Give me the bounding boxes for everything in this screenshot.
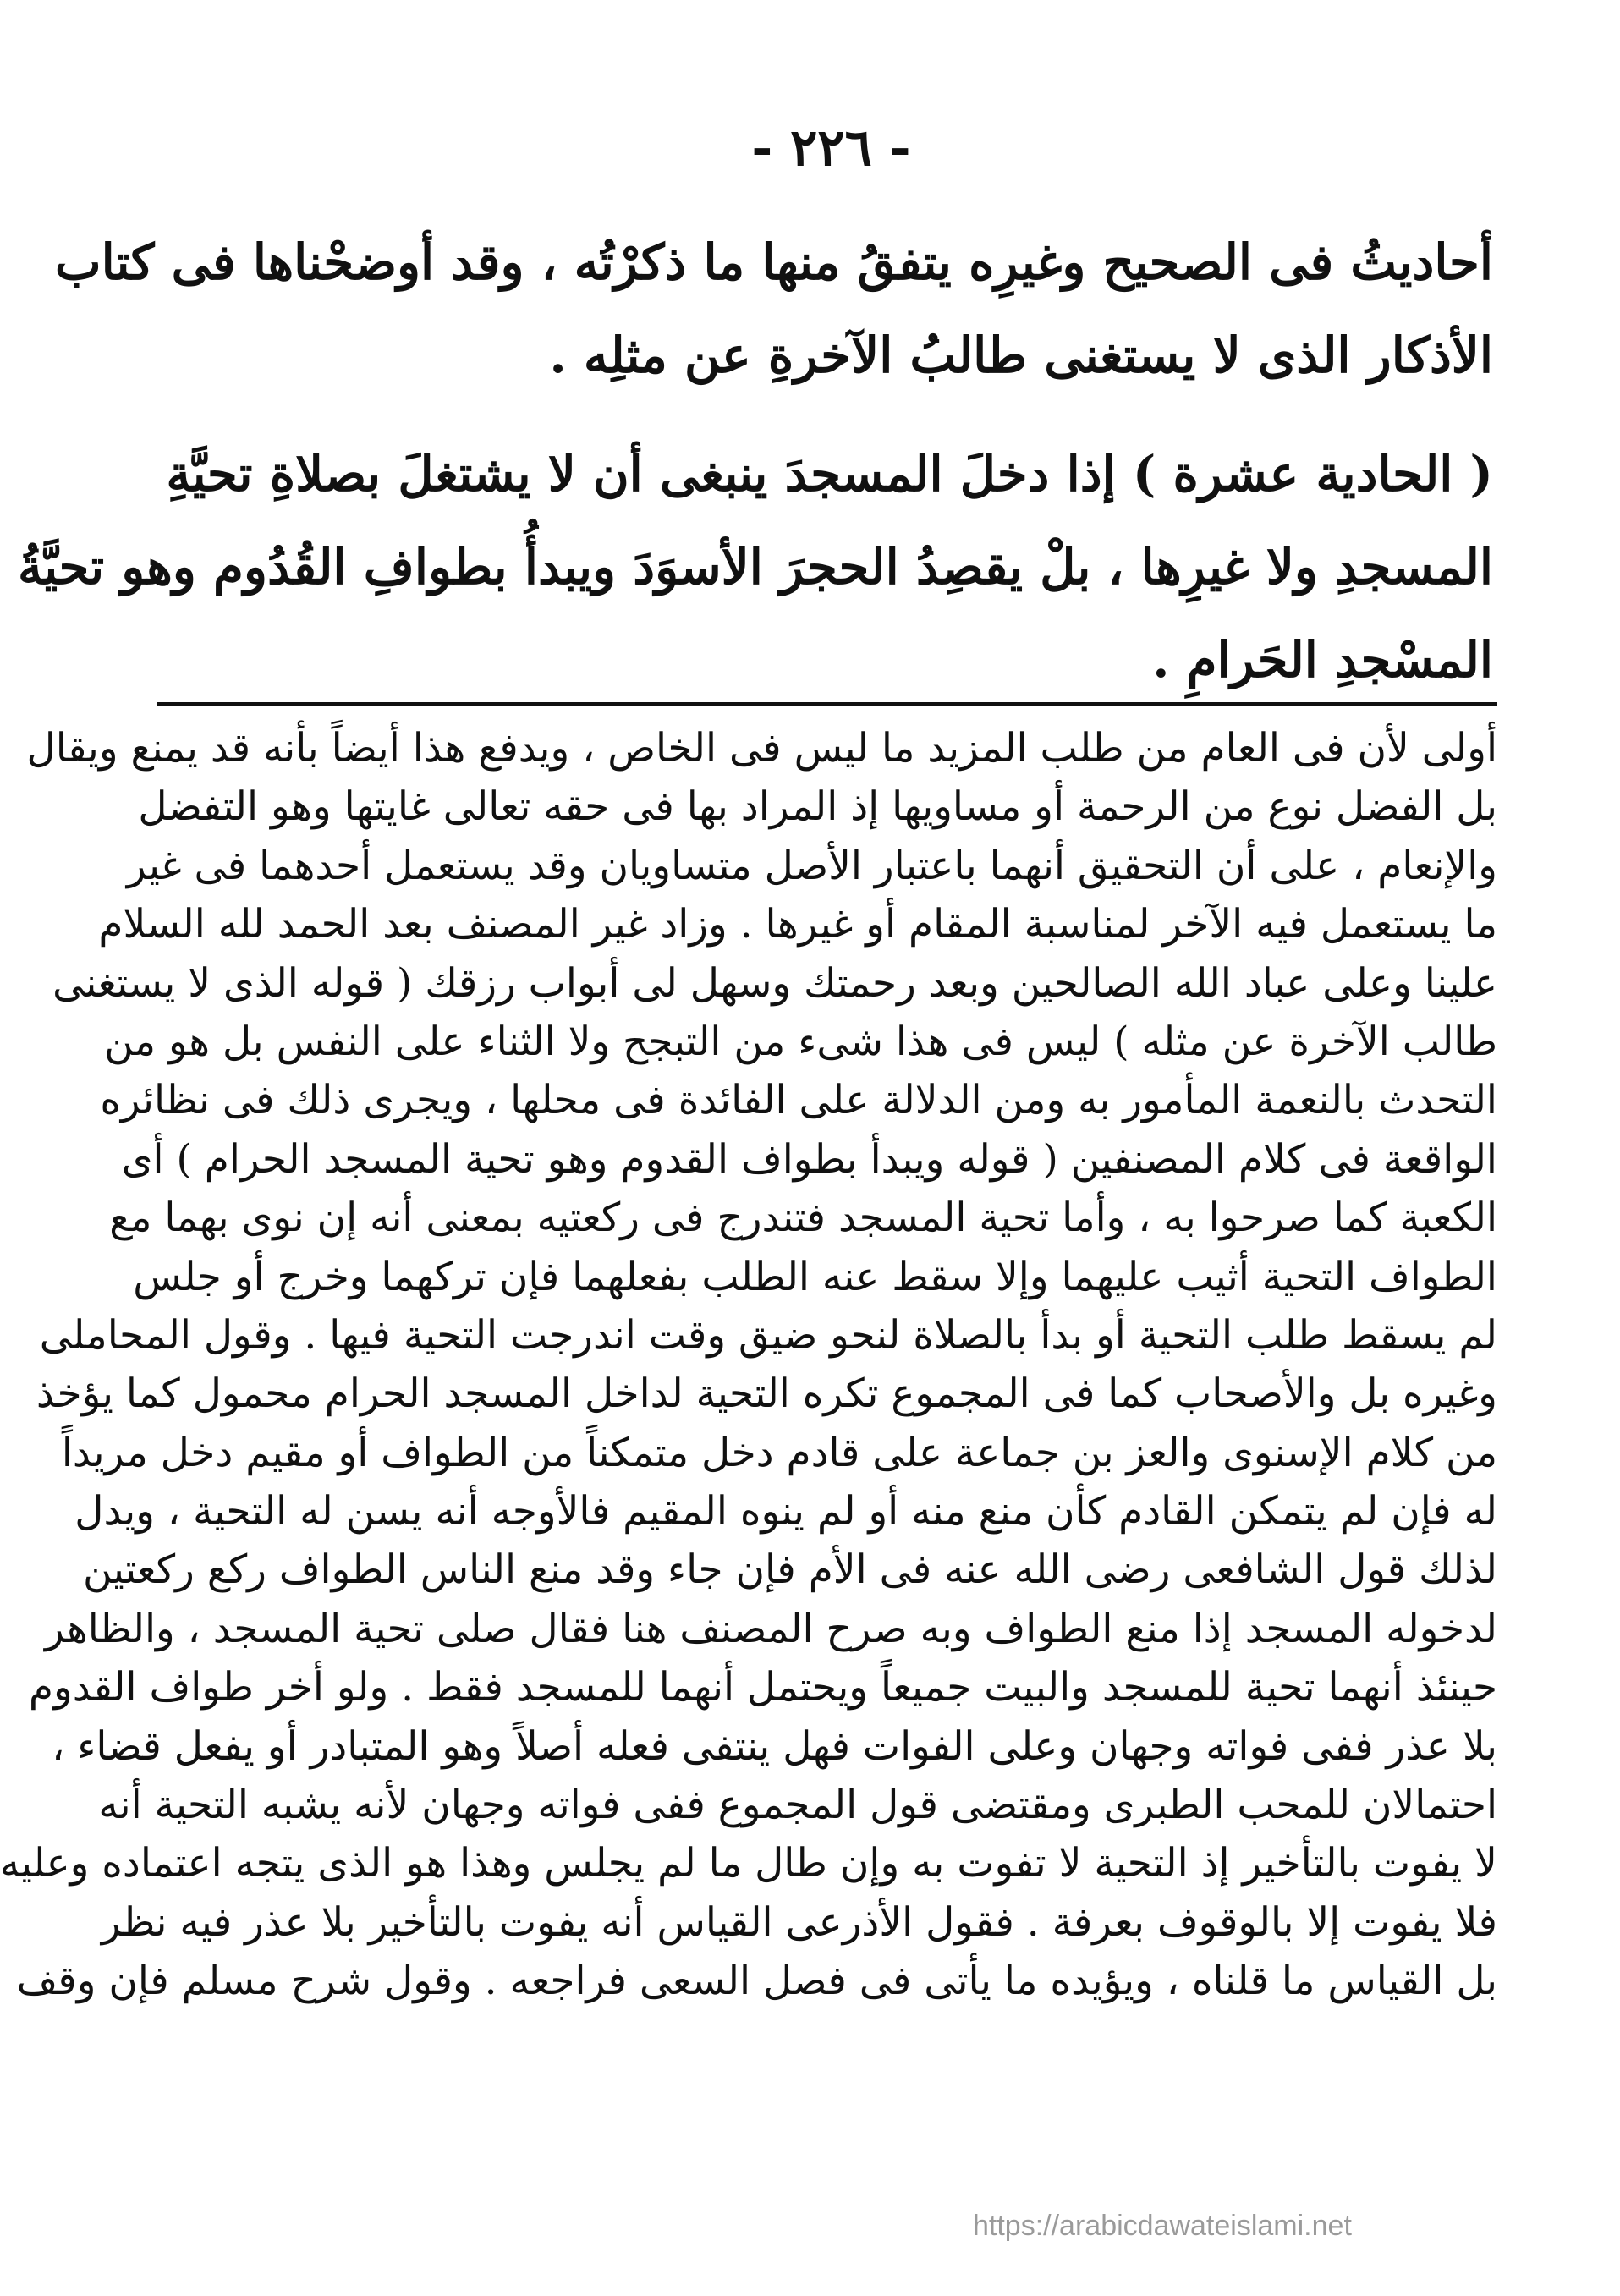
commentary-line: علينا وعلى عباد الله الصالحين وبعد رحمتك وسهل لى أبواب رزقك ( قوله الذى لا يستغنى: [52, 959, 1497, 1007]
commentary-line: وغيره بل والأصحاب كما فى المجموع تكره التحية لداخل المسجد الحرام محمول كما يؤخذ: [36, 1370, 1497, 1418]
main-text-block: [17, 216, 1493, 706]
commentary-line: بلا عذر ففى فواته وجهان وعلى الفوات فهل ينتفى فعله أصلاً وهو المتبادر أو يفعل قضاء ،: [52, 1722, 1497, 1770]
commentary-line: احتمالان للمحب الطبرى ومقتضى قول المجموع ففى فواته وجهان لأنه يشبه التحية أنه: [98, 1782, 1497, 1829]
commentary-line: طالب الآخرة عن مثله ) ليس فى هذا شىء من التبجح ولا الثناء على النفس بل هو من: [104, 1018, 1497, 1065]
commentary-line: لم يسقط طلب التحية أو بدأ بالصلاة لنحو ضيق وقت اندرجت التحية فيها . وقول المحاملى: [39, 1311, 1497, 1359]
commentary-line: بل الفضل نوع من الرحمة أو مساويها إذ المراد بها فى حقه تعالى غايتها وهو التفضل: [138, 783, 1497, 831]
commentary-line: فلا يفوت إلا بالوقوف بعرفة . فقول الأذرعى القياس أنه يفوت بالتأخير بلا عذر فيه نظر: [101, 1898, 1497, 1946]
commentary-line: ما يستعمل فيه الآخر لمناسبة المقام أو غيرها . وزاد غير المصنف بعد الحمد لله السلام: [98, 901, 1497, 948]
commentary-line: أولى لأن فى العام من طلب المزيد ما ليس فى الخاص ، ويدفع هذا أيضاً بأنه قد يمنع ويقال: [26, 725, 1497, 772]
page-number: - ٢٢٦ -: [751, 118, 911, 178]
commentary-line: لذلك قول الشافعى رضى الله عنه فى الأم فإن جاء وقد منع الناس الطواف ركع ركعتين: [82, 1546, 1497, 1594]
commentary-line: حينئذ أنهما تحية للمسجد والبيت جميعاً ويحتمل أنهما للمسجد فقط . ولو أخر طواف القدوم: [28, 1664, 1497, 1711]
commentary-line: الطواف التحية أثيب عليهما وإلا سقط عنه الطلب بفعلهما فإن تركهما وخرج أو جلس: [133, 1253, 1497, 1300]
commentary-line: من كلام الإسنوى والعز بن جماعة على قادم دخل متمكناً من الطواف أو مقيم دخل مريداً: [61, 1429, 1497, 1476]
commentary-line: له فإن لم يتمكن القادم كأن منع منه أو لم ينوه المقيم فالأوجه أنه يسن له التحية ، ويدل: [74, 1488, 1497, 1535]
commentary-block: [0, 719, 1497, 2011]
separator-rule: [157, 702, 1497, 706]
main-text-line: ( الحادية عشرة ) إذا دخلَ المسجدَ ينبغى أن لا يشتغلَ بصلاةِ تحيَّةِ: [166, 445, 1493, 503]
commentary-line: التحدث بالنعمة المأمور به ومن الدلالة على الفائدة فى محلها ، ويجرى ذلك فى نظائره: [100, 1077, 1497, 1124]
paragraph-gap: [173, 402, 1493, 427]
watermark-url: https://arabicdawateislami.net: [973, 2210, 1352, 2242]
commentary-line: لا يفوت بالتأخير إذ التحية لا تفوت به وإن طال ما لم يجلس وهذا هو الذى يتجه اعتماده وعليه: [0, 1840, 1497, 1887]
main-text-line: أحاديثُ فى الصحيح وغيرِه يتفقُ منها ما ذكرْتُه ، وقد أوضحْناها فى كتاب: [55, 233, 1493, 291]
commentary-line: لدخوله المسجد إذا منع الطواف وبه صرح المصنف هنا فقال صلى تحية المسجد ، والظاهر: [45, 1605, 1497, 1652]
main-text-line: المسْجدِ الحَرامِ .: [1152, 631, 1493, 689]
commentary-line: الكعبة كما صرحوا به ، وأما تحية المسجد فتندرج فى ركعتيه بمعنى أنه إن نوى بهما مع: [109, 1195, 1497, 1242]
main-text-line: الأذكار الذى لا يستغنى طالبُ الآخرةِ عن مثلِه .: [549, 327, 1493, 384]
commentary-line: والإنعام ، على أن التحقيق أنهما باعتبار الأصل متساويان وقد يستعمل أحدهما فى غير: [126, 842, 1497, 889]
commentary-line: الواقعة فى كلام المصنفين ( قوله ويبدأ بطواف القدوم وهو تحية المسجد الحرام ) أى: [121, 1135, 1497, 1183]
main-text-line: المسجدِ ولا غيرِها ، بلْ يقصِدُ الحجرَ الأسوَدَ ويبدأُ بطوافِ القُدُوم وهو تحيَّةُ: [17, 538, 1493, 596]
commentary-line: بل القياس ما قلناه ، ويؤيده ما يأتى فى فصل السعى فراجعه . وقول شرح مسلم فإن وقف: [16, 1958, 1497, 2005]
